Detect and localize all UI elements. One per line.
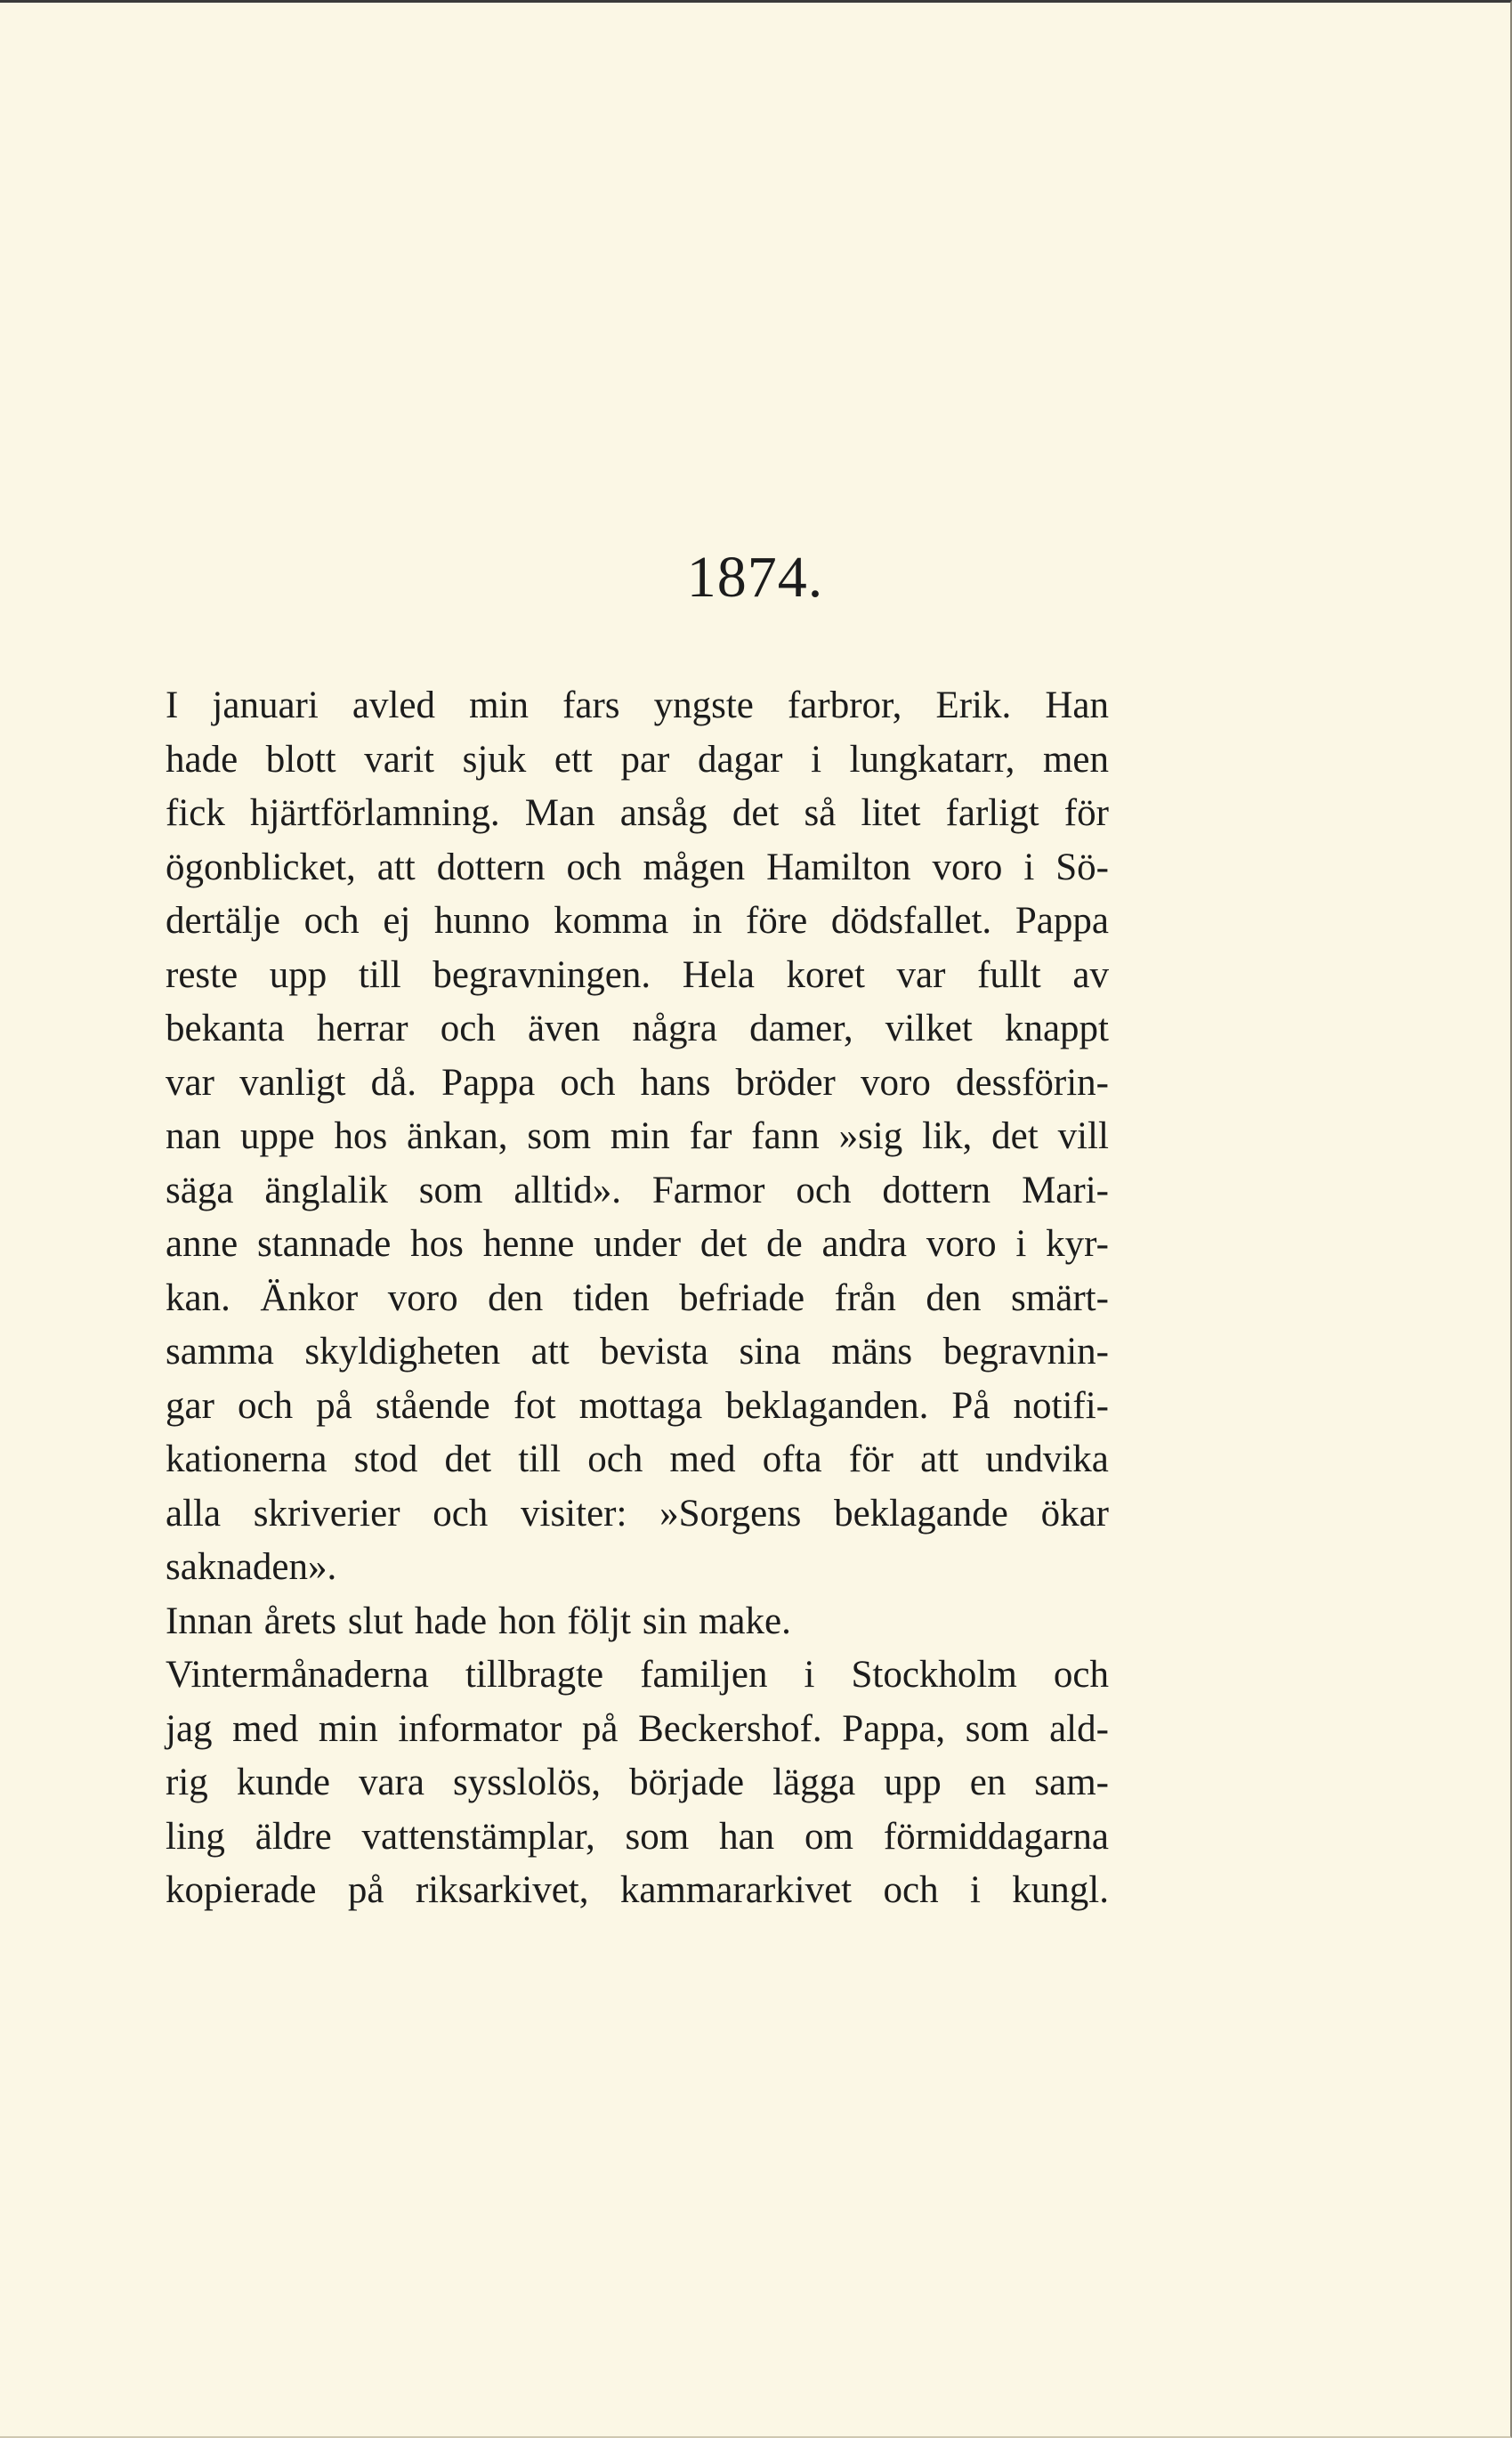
word: farligt bbox=[945, 792, 1039, 834]
text-line bbox=[166, 1703, 1109, 1757]
word: så bbox=[804, 792, 837, 834]
word: bevista bbox=[600, 1331, 708, 1373]
word: Erik. bbox=[935, 684, 1012, 726]
word: På bbox=[951, 1384, 990, 1427]
word: undvika bbox=[985, 1438, 1109, 1480]
word: begravnin- bbox=[942, 1331, 1109, 1373]
word: förmiddagarna bbox=[883, 1815, 1109, 1858]
text-line bbox=[166, 1325, 1109, 1380]
text-line bbox=[166, 1810, 1109, 1865]
word: från bbox=[834, 1276, 896, 1319]
word: ökar bbox=[1040, 1492, 1109, 1535]
word: riksarkivet, bbox=[415, 1869, 589, 1911]
word: min bbox=[469, 684, 529, 726]
word: i bbox=[969, 1869, 981, 1911]
word: äldre bbox=[255, 1815, 332, 1858]
word: make. bbox=[698, 1600, 791, 1642]
word: Innan bbox=[166, 1600, 253, 1642]
word: slut bbox=[347, 1600, 403, 1642]
word: Han bbox=[1045, 684, 1109, 726]
word: och bbox=[433, 1492, 489, 1535]
word: var bbox=[166, 1061, 214, 1104]
word: av bbox=[1072, 953, 1109, 996]
word: fars bbox=[562, 684, 620, 726]
word: jag bbox=[166, 1707, 213, 1750]
word: hjärtförlamning. bbox=[250, 792, 500, 834]
word: men bbox=[1042, 738, 1109, 781]
word: kunde bbox=[236, 1762, 330, 1803]
word: på bbox=[347, 1869, 384, 1911]
word: lägga bbox=[772, 1762, 856, 1803]
word: dottern bbox=[882, 1169, 991, 1211]
word: fot bbox=[513, 1384, 556, 1427]
word: voro bbox=[387, 1276, 458, 1319]
word: knappt bbox=[1004, 1008, 1109, 1049]
word: vara bbox=[358, 1762, 424, 1803]
word: kan. bbox=[166, 1276, 230, 1319]
word: att bbox=[920, 1438, 959, 1480]
word: Stockholm bbox=[851, 1654, 1017, 1696]
word: »sig bbox=[838, 1115, 903, 1157]
word: ofta bbox=[762, 1438, 822, 1480]
word: i bbox=[804, 1654, 815, 1696]
word: stod bbox=[353, 1438, 418, 1480]
word: varit bbox=[364, 738, 435, 781]
word: Man bbox=[524, 792, 595, 834]
text-line bbox=[166, 787, 1109, 841]
word: och bbox=[587, 1438, 643, 1480]
word: i bbox=[1023, 846, 1035, 888]
word: som bbox=[965, 1707, 1030, 1750]
word: några bbox=[632, 1008, 717, 1049]
word: stannade bbox=[256, 1223, 392, 1265]
word: fullt bbox=[977, 953, 1041, 996]
word: och bbox=[566, 846, 622, 888]
word: ling bbox=[166, 1815, 225, 1858]
word: de bbox=[766, 1223, 803, 1265]
word: koret bbox=[786, 953, 865, 996]
word: det bbox=[991, 1115, 1039, 1157]
word: änglalik bbox=[264, 1169, 388, 1211]
word: mågen bbox=[643, 846, 746, 888]
word: Vintermånaderna bbox=[166, 1654, 429, 1696]
word: lik, bbox=[922, 1115, 973, 1157]
word: Mari- bbox=[1022, 1169, 1109, 1211]
word: en bbox=[969, 1762, 1007, 1803]
word: säga bbox=[166, 1169, 234, 1211]
word: på bbox=[316, 1384, 352, 1427]
word: följt bbox=[567, 1600, 632, 1642]
word: kyr- bbox=[1046, 1223, 1109, 1265]
text-line bbox=[166, 1110, 1109, 1164]
word: anne bbox=[166, 1223, 239, 1265]
word: damer, bbox=[749, 1008, 853, 1049]
word: far bbox=[689, 1115, 732, 1157]
word: nan bbox=[166, 1115, 222, 1157]
word: i bbox=[811, 738, 822, 781]
word: begravningen. bbox=[433, 953, 651, 996]
chapter-year-heading: 1874. bbox=[686, 545, 824, 610]
word: kungl. bbox=[1012, 1869, 1109, 1911]
word: kationerna bbox=[166, 1438, 327, 1480]
text-line bbox=[166, 1541, 1109, 1595]
word: beklagande bbox=[834, 1492, 1008, 1535]
word: voro bbox=[932, 846, 1003, 888]
word: Hamilton bbox=[766, 846, 911, 888]
word: till bbox=[518, 1438, 562, 1480]
text-line bbox=[166, 1002, 1109, 1057]
word: kammararkivet bbox=[619, 1869, 853, 1911]
word: fick bbox=[166, 792, 225, 834]
word: notifi- bbox=[1013, 1384, 1109, 1427]
word: henne bbox=[482, 1223, 575, 1265]
word: ald- bbox=[1049, 1707, 1109, 1750]
word: vanligt bbox=[239, 1061, 346, 1104]
word: smärt- bbox=[1011, 1276, 1109, 1319]
word: blott bbox=[265, 738, 336, 781]
word: började bbox=[629, 1762, 745, 1803]
word: i bbox=[1015, 1223, 1027, 1265]
word: min bbox=[318, 1707, 378, 1750]
text-line bbox=[166, 1380, 1109, 1434]
word: det bbox=[699, 1223, 748, 1265]
word: och bbox=[237, 1384, 294, 1427]
word: voro bbox=[861, 1061, 931, 1104]
text-line bbox=[166, 895, 1109, 949]
word: för bbox=[1063, 792, 1109, 834]
word: ej bbox=[383, 900, 411, 942]
word: yngste bbox=[653, 684, 754, 726]
word: ögonblicket, bbox=[166, 846, 356, 888]
word: alla bbox=[166, 1492, 222, 1535]
word: han bbox=[719, 1815, 775, 1858]
text-line bbox=[166, 841, 1109, 895]
word: uppe bbox=[239, 1115, 315, 1157]
word: »Sorgens bbox=[659, 1492, 802, 1535]
text-line bbox=[166, 1272, 1109, 1326]
word: par bbox=[620, 738, 670, 781]
word: Sö- bbox=[1055, 846, 1109, 888]
word: som bbox=[527, 1115, 592, 1157]
word: och bbox=[303, 900, 360, 942]
word: före bbox=[745, 900, 808, 942]
word: Pappa bbox=[441, 1061, 536, 1104]
word: med bbox=[669, 1438, 736, 1480]
word: hunno bbox=[434, 900, 530, 942]
word: kopierade bbox=[166, 1869, 317, 1911]
text-line bbox=[166, 1487, 1109, 1542]
word: I bbox=[166, 684, 179, 726]
word: för bbox=[848, 1438, 893, 1480]
word: hos bbox=[334, 1115, 388, 1157]
word: avled bbox=[352, 684, 435, 726]
text-line bbox=[166, 1218, 1109, 1272]
word: änkan, bbox=[407, 1115, 508, 1157]
word: Pappa bbox=[1015, 900, 1109, 942]
word: Farmor bbox=[651, 1169, 765, 1211]
word: sjuk bbox=[462, 738, 527, 781]
word: hos bbox=[410, 1223, 464, 1265]
word: det bbox=[444, 1438, 492, 1480]
word: dödsfallet. bbox=[830, 900, 992, 942]
word: litet bbox=[861, 792, 921, 834]
word: och bbox=[796, 1169, 852, 1211]
word: sysslolös, bbox=[452, 1762, 602, 1803]
word: farbror, bbox=[787, 684, 902, 726]
word: även bbox=[528, 1008, 601, 1049]
word: och bbox=[560, 1061, 616, 1104]
word: mäns bbox=[831, 1331, 913, 1373]
word: upp bbox=[884, 1762, 942, 1803]
word: samma bbox=[166, 1331, 274, 1373]
word: reste bbox=[166, 953, 239, 996]
word: årets bbox=[263, 1600, 336, 1642]
text-line bbox=[166, 1433, 1109, 1487]
text-line bbox=[166, 949, 1109, 1003]
word: med bbox=[232, 1707, 299, 1750]
word: sin bbox=[642, 1600, 688, 1642]
word: bröder bbox=[735, 1061, 836, 1104]
word: befriade bbox=[679, 1276, 805, 1319]
word: och bbox=[1053, 1654, 1109, 1696]
word: lungkatarr, bbox=[849, 738, 1015, 781]
text-line bbox=[166, 1648, 1109, 1703]
word: som bbox=[418, 1169, 483, 1211]
word: den bbox=[926, 1276, 982, 1319]
text-line bbox=[166, 733, 1109, 788]
word: som bbox=[625, 1815, 690, 1858]
word: dessförin- bbox=[956, 1061, 1109, 1104]
word: och bbox=[440, 1008, 496, 1049]
word: då. bbox=[370, 1061, 416, 1104]
word: in bbox=[691, 900, 723, 942]
word: att bbox=[376, 846, 416, 888]
word: om bbox=[805, 1815, 853, 1858]
word: ansåg bbox=[619, 792, 707, 834]
word: dertälje bbox=[166, 900, 280, 942]
text-line bbox=[166, 1595, 1109, 1649]
word: Hela bbox=[682, 953, 755, 996]
word: fann bbox=[751, 1115, 820, 1157]
body-text bbox=[166, 679, 1109, 1918]
word: familjen bbox=[640, 1654, 768, 1696]
word: att bbox=[530, 1331, 570, 1373]
word: dottern bbox=[436, 846, 546, 888]
text-line bbox=[166, 1756, 1109, 1810]
word: alltid». bbox=[513, 1169, 621, 1211]
word: och bbox=[883, 1869, 939, 1911]
word: hon bbox=[497, 1600, 556, 1642]
word: skyldigheten bbox=[304, 1331, 501, 1373]
word: till bbox=[358, 953, 401, 996]
word: sina bbox=[739, 1331, 801, 1373]
word: hade bbox=[414, 1600, 488, 1642]
text-line bbox=[166, 1864, 1109, 1918]
word: hade bbox=[166, 738, 239, 781]
word: januari bbox=[212, 684, 319, 726]
word: det bbox=[732, 792, 780, 834]
word: vattenstämplar, bbox=[361, 1815, 595, 1858]
word: den bbox=[488, 1276, 544, 1319]
word: visiter: bbox=[521, 1492, 627, 1535]
word: upp bbox=[269, 953, 327, 996]
word: Änkor bbox=[260, 1276, 359, 1319]
word: stående bbox=[375, 1384, 490, 1427]
text-line bbox=[166, 679, 1109, 733]
text-line bbox=[166, 1164, 1109, 1219]
word: dagar bbox=[697, 738, 783, 781]
word: min bbox=[610, 1115, 670, 1157]
word: vilket bbox=[885, 1008, 973, 1049]
word: skriverier bbox=[253, 1492, 400, 1535]
word: andra bbox=[821, 1223, 908, 1265]
word: saknaden». bbox=[166, 1546, 337, 1588]
word: på bbox=[581, 1707, 619, 1750]
word: tiden bbox=[572, 1276, 650, 1319]
word: komma bbox=[554, 900, 669, 942]
text-line bbox=[166, 1057, 1109, 1111]
word: Beckershof. bbox=[638, 1707, 822, 1750]
word: gar bbox=[166, 1384, 214, 1427]
word: sam- bbox=[1034, 1762, 1109, 1803]
word: mottaga bbox=[578, 1384, 703, 1427]
word: beklaganden. bbox=[725, 1384, 929, 1427]
word: hans bbox=[640, 1061, 711, 1104]
word: informator bbox=[398, 1707, 562, 1750]
word: voro bbox=[926, 1223, 997, 1265]
word: var bbox=[896, 953, 946, 996]
word: ett bbox=[554, 738, 593, 781]
word: vill bbox=[1057, 1115, 1109, 1157]
word: rig bbox=[166, 1762, 208, 1803]
word: herrar bbox=[316, 1008, 408, 1049]
word: tillbragte bbox=[465, 1654, 604, 1696]
word: bekanta bbox=[166, 1008, 285, 1049]
word: under bbox=[594, 1223, 682, 1265]
word: Pappa, bbox=[842, 1707, 946, 1750]
